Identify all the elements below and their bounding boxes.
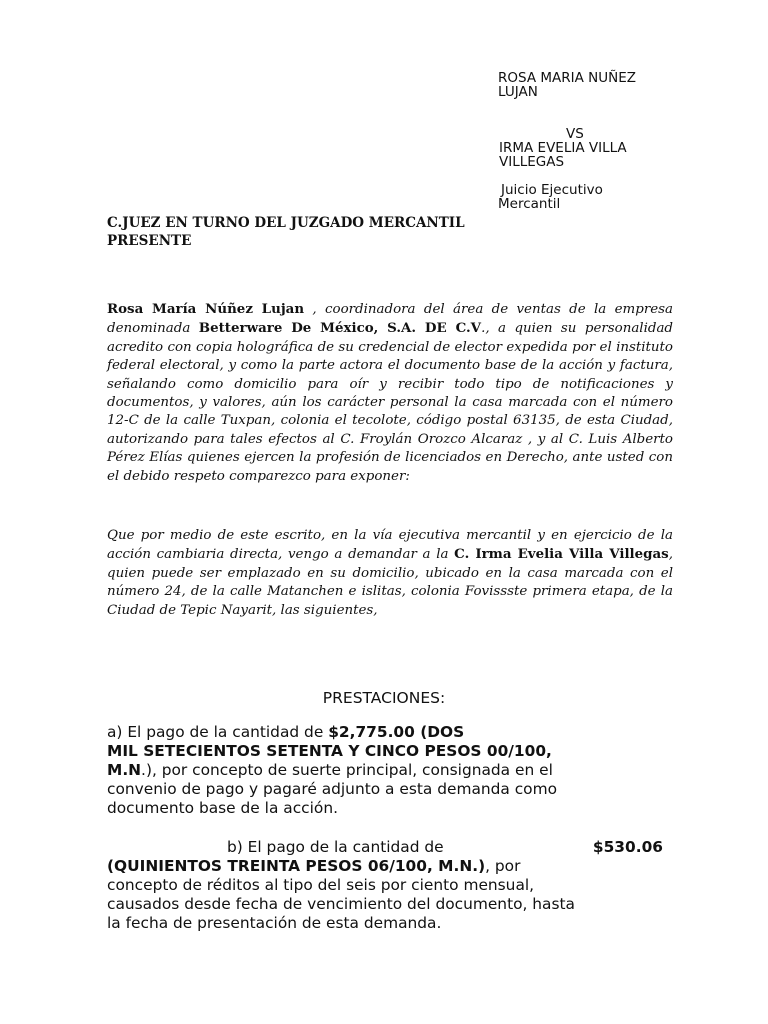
prestacion-b-text: , por <box>485 857 521 875</box>
prestacion-b-text-line: causados desde fecha de vencimiento del documento, hasta <box>107 895 575 913</box>
addressee <box>107 214 465 250</box>
prestacion-a-text-line: convenio de pago y pagaré adjunto a esta demanda como <box>107 780 558 798</box>
plaintiff-name: Rosa María Núñez Lujan <box>107 301 305 317</box>
claim-text-2: , quien puede ser emplazado en su domicilio, ubicado en la casa marcada con el número 24, de la calle Matanchen e islitas, colonia Fovissste primera etapa, de la Ciudad de Tepic Nayarit, las siguientes, <box>107 547 673 618</box>
prestacion-b-amount: $530.06 <box>592 838 663 856</box>
company-name: Betterware De México, S.A. DE C.V <box>198 320 482 337</box>
prestacion-a-amount: $2,775.00 (DOS <box>328 723 465 741</box>
prestacion-a-text-line: documento base de la acción. <box>107 799 338 817</box>
claim-text-1: Que por medio de este escrito, en la vía ejecutiva mercantil y en ejercicio de la acción cambiaria directa, vengo a demandar a la <box>107 528 673 563</box>
prestacion-b-text-line: concepto de réditos al tipo del seis por ciento mensual, <box>107 876 535 894</box>
defendant-name: C. Irma Evelia Villa Villegas <box>454 546 669 563</box>
caption-defendant-line: IRMA EVELIA VILLA <box>499 140 627 156</box>
prestacion-b-text-line: la fecha de presentación de esta demanda. <box>107 914 442 932</box>
prestaciones-title: PRESTACIONES: <box>322 689 446 707</box>
intro-text-1: , coordinadora del área de ventas de la empresa denominada <box>107 302 674 337</box>
addressee-line-2: PRESENTE <box>107 233 192 249</box>
caption-case-type-line: Mercantil <box>498 196 561 212</box>
caption-case-type-line: Juicio Ejecutivo <box>501 182 603 198</box>
intro-text-2: ., a quien su personalidad acredito con copia holográfica de su credencial de elector expedida por el instituto federal electoral, y como la parte actora el documento base de la acción y factura, señalando como domicilio para oír y recibir todo tipo de notificaciones y documentos, y valores, aún los carácter personal la casa marcada con el número 12-C de la calle Tuxpan, colonia el tecolote, código postal 63135, de esta Ciudad, autorizando para tales efectos al C. Froylán Orozco Alcaraz , y al C. Luis Alberto Pérez Elías quienes ejercen la profesión de licenciados en Derecho, ante usted con el debido respeto comparezco para exponer: <box>107 321 673 484</box>
addressee-line-1: C.JUEZ EN TURNO DEL JUZGADO MERCANTIL <box>107 215 465 231</box>
prestacion-a-text: .), por concepto de suerte principal, consignada en el <box>141 761 553 779</box>
caption-defendant <box>499 141 627 169</box>
caption-case-type <box>498 182 603 212</box>
prestacion-b-prefix: b) El pago de la cantidad de <box>227 838 444 856</box>
caption-defendant-line: VILLEGAS <box>499 154 565 170</box>
claim-paragraph <box>107 527 673 620</box>
prestacion-a <box>107 723 663 818</box>
prestacion-a-prefix: a) El pago de la cantidad de <box>107 723 329 741</box>
prestacion-b-amount-words: (QUINIENTOS TREINTA PESOS 06/100, M.N.) <box>107 857 486 875</box>
caption-plaintiff-line: ROSA MARIA NUÑEZ <box>498 70 636 86</box>
prestacion-b <box>107 838 663 933</box>
prestacion-a-currency: M.N <box>107 761 142 779</box>
caption-plaintiff-line: LUJAN <box>498 84 538 100</box>
prestacion-a-amount-words: MIL SETECIENTOS SETENTA Y CINCO PESOS 00/100, <box>107 742 552 760</box>
caption-versus: VS <box>566 126 584 142</box>
caption-plaintiff <box>498 71 636 99</box>
intro-paragraph <box>107 300 673 486</box>
